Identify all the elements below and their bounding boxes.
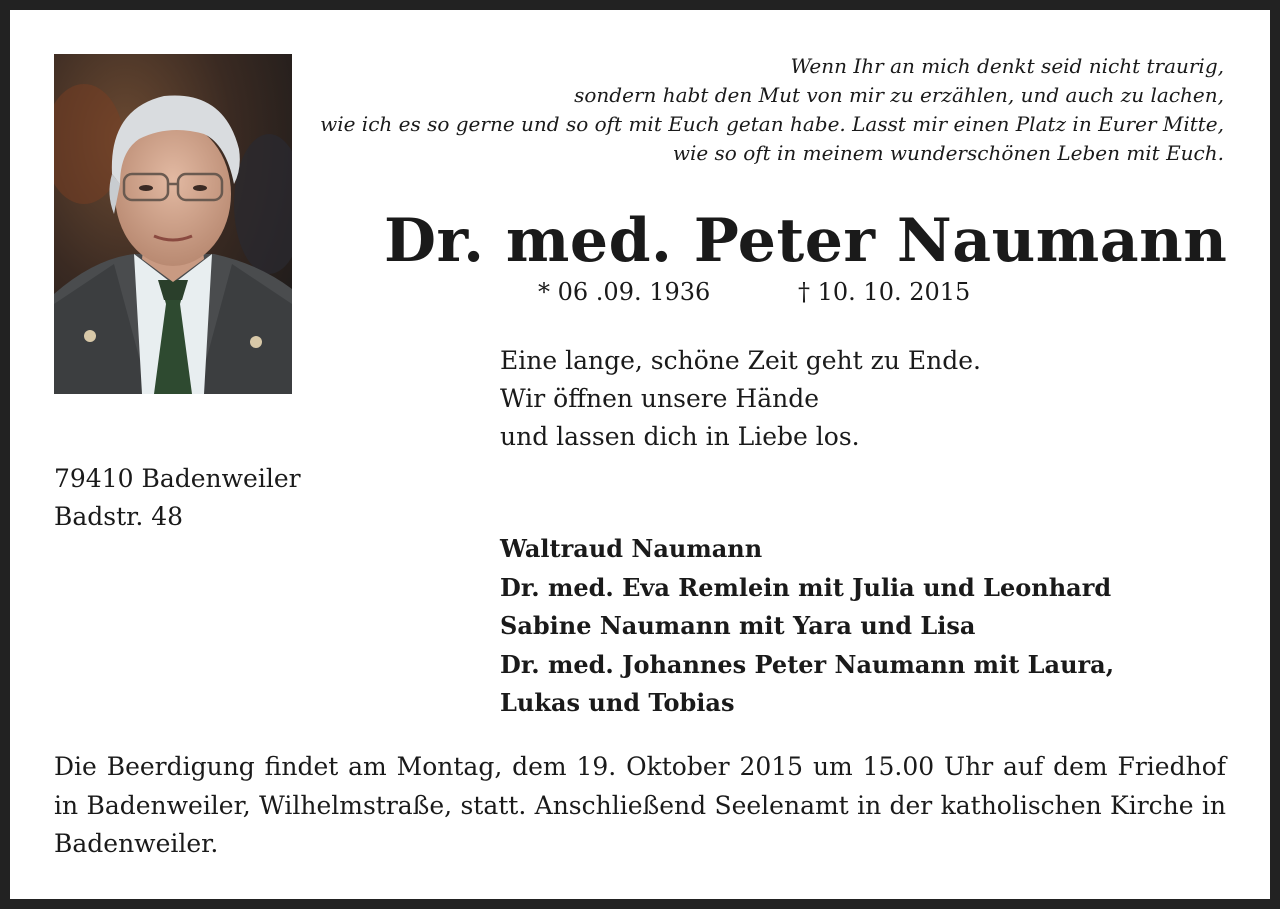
memorial-quote bbox=[304, 52, 1224, 168]
life-dates bbox=[10, 278, 1270, 312]
quote-line: sondern habt den Mut von mir zu erzählen, und auch zu lachen, bbox=[574, 83, 1224, 107]
quote-line: Wenn Ihr an mich denkt seid nicht traurig, bbox=[790, 54, 1224, 78]
obituary-notice bbox=[10, 10, 1270, 899]
mourner-line: Lukas und Tobias bbox=[500, 688, 735, 717]
address-street: Badstr. 48 bbox=[54, 502, 184, 531]
death-date: † 10. 10. 2015 bbox=[798, 278, 971, 306]
quote-line: wie so oft in meinem wunderschönen Leben mit Euch. bbox=[672, 141, 1224, 165]
poem-line: Eine lange, schöne Zeit geht zu Ende. bbox=[500, 346, 981, 375]
poem-line: Wir öffnen unsere Hände bbox=[500, 384, 820, 413]
farewell-poem bbox=[500, 342, 981, 456]
mourner-line: Waltraud Naumann bbox=[500, 534, 763, 563]
deceased-name: Dr. med. Peter Naumann bbox=[384, 206, 1228, 276]
address-city: 79410 Badenweiler bbox=[54, 464, 301, 493]
mourners-list bbox=[500, 530, 1114, 723]
birth-date: * 06 .09. 1936 bbox=[538, 278, 711, 306]
poem-line: und lassen dich in Liebe los. bbox=[500, 422, 860, 451]
mourner-line: Dr. med. Eva Remlein mit Julia und Leonhard bbox=[500, 572, 1112, 602]
mourner-line: Dr. med. Johannes Peter Naumann mit Laura, bbox=[500, 649, 1115, 679]
portrait-photo bbox=[54, 54, 292, 394]
mourner-line: Sabine Naumann mit Yara und Lisa bbox=[500, 611, 976, 640]
quote-line: wie ich es so gerne und so oft mit Euch getan habe. Lasst mir einen Platz in Eurer Mitte, bbox=[320, 112, 1224, 136]
funeral-notice: Die Beerdigung findet am Montag, dem 19. Oktober 2015 um 15.00 Uhr auf dem Friedhof in Badenweiler, Wilhelmstraße, statt. Anschließend Seelenamt in der katholischen Kirche in Badenweiler. bbox=[54, 752, 1226, 858]
address-block bbox=[54, 460, 301, 536]
